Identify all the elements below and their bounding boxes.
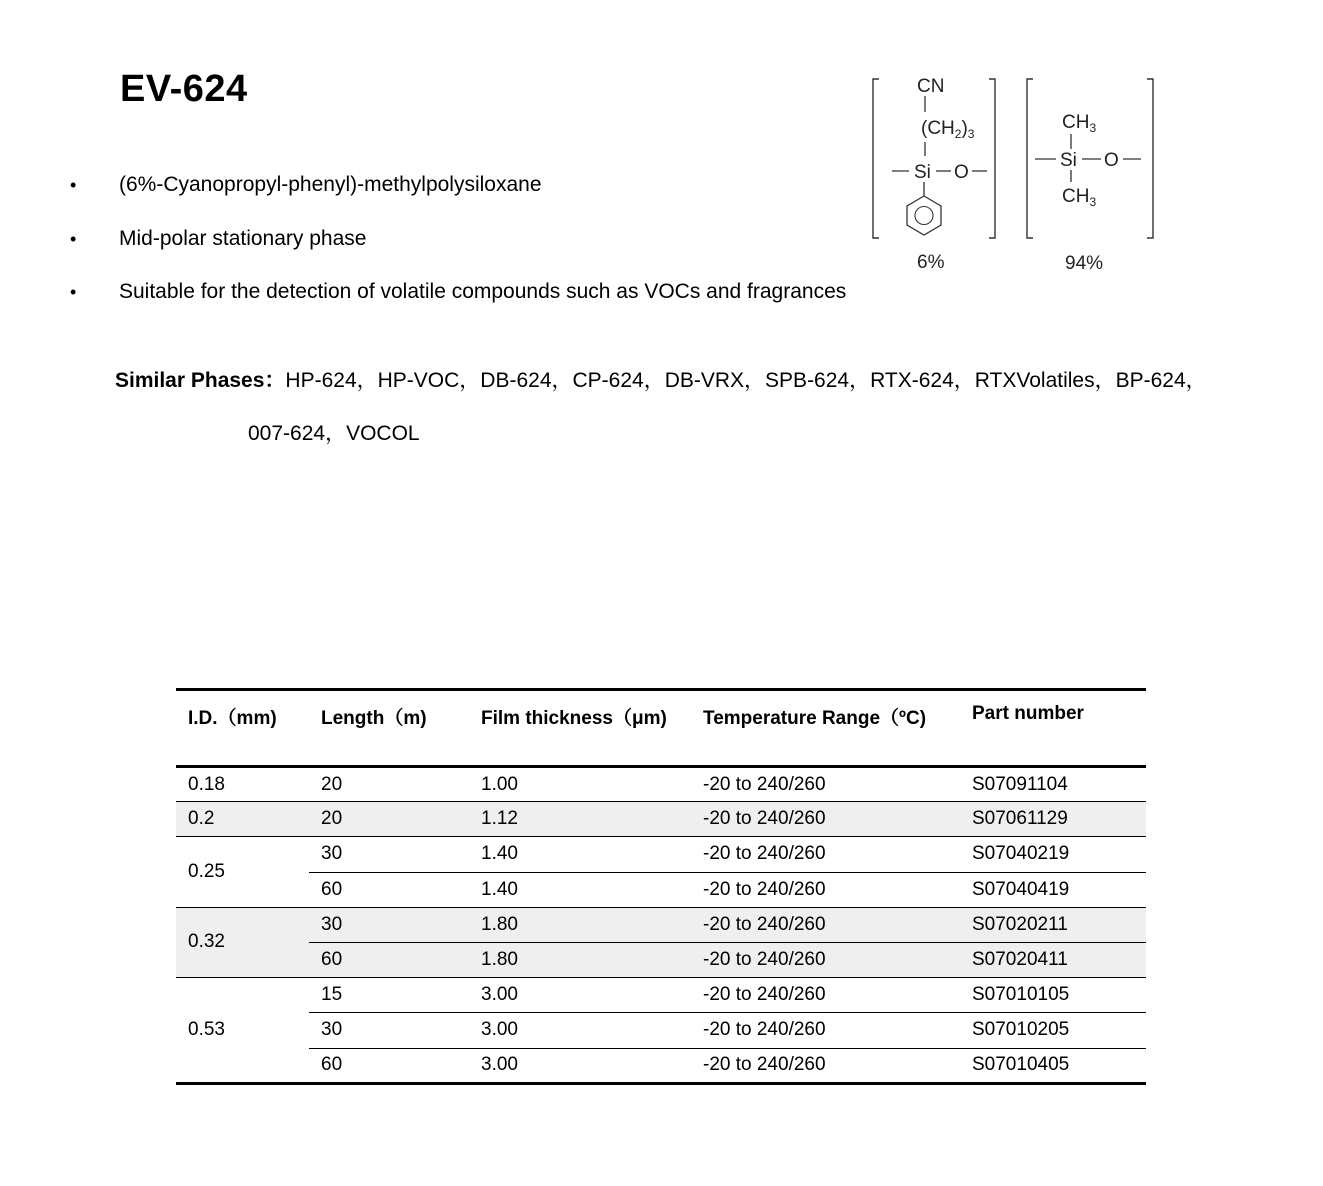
cell-length: 60 [309, 872, 469, 907]
cell-film: 1.40 [469, 837, 691, 872]
bracket-right-close [1147, 79, 1153, 238]
cell-id: 0.32 [176, 907, 309, 977]
cell-length: 30 [309, 907, 469, 942]
bracket-right-open [1027, 79, 1033, 238]
table-row [176, 802, 1146, 837]
cell-id: 0.18 [176, 767, 309, 802]
cell-id: 0.2 [176, 802, 309, 837]
right-unit-percent: 94% [1065, 253, 1104, 274]
bullet-icon: • [70, 175, 77, 195]
ch3-top-group: $CH_3$ [1062, 112, 1097, 135]
list-item-text: Suitable for the detection of volatile compounds such as VOCs and fragrances [119, 280, 847, 303]
cell-length: 30 [309, 837, 469, 872]
cell-film: 1.00 [469, 767, 691, 802]
table-row [176, 1048, 1146, 1083]
cell-length: 20 [309, 802, 469, 837]
bracket-left-close [989, 79, 995, 238]
ch3-bottom-group: $CH_3$ [1062, 186, 1097, 209]
cell-part: S07020411 [960, 942, 1146, 977]
oxygen-atom-label: O [954, 162, 969, 183]
table-row [176, 907, 1146, 942]
page-title: EV-624 [120, 68, 248, 110]
cell-temp: -20 to 240/260 [691, 1048, 960, 1083]
table-row [176, 1013, 1146, 1048]
cell-temp: -20 to 240/260 [691, 837, 960, 872]
column-header-film: Film thickness（μm) [469, 690, 691, 767]
phenyl-ring-icon [907, 196, 941, 235]
list-item-text: Mid-polar stationary phase [119, 226, 367, 250]
cell-temp: -20 to 240/260 [691, 872, 960, 907]
chemical-structure-diagram [865, 70, 1165, 280]
bullet-icon: • [70, 282, 77, 302]
cell-temp: -20 to 240/260 [691, 767, 960, 802]
table-row [176, 837, 1146, 872]
column-header-temp: Temperature Range（ºC) [691, 690, 960, 767]
cell-film: 3.00 [469, 1048, 691, 1083]
cell-part: S07010205 [960, 1013, 1146, 1048]
si-atom-label: Si [914, 162, 931, 183]
column-header-part: Part number [960, 690, 1146, 767]
cell-film: 1.40 [469, 872, 691, 907]
cell-id: 0.53 [176, 978, 309, 1084]
cell-temp: -20 to 240/260 [691, 978, 960, 1013]
table-row [176, 767, 1146, 802]
cell-temp: -20 to 240/260 [691, 942, 960, 977]
cell-film: 3.00 [469, 978, 691, 1013]
cell-part: S07040419 [960, 872, 1146, 907]
oxygen-atom-label: O [1104, 150, 1119, 171]
cell-id: 0.25 [176, 837, 309, 907]
cell-temp: -20 to 240/260 [691, 1013, 960, 1048]
bracket-left-open [873, 79, 879, 238]
similar-phases-line1 [115, 366, 1207, 396]
bullet-icon: • [70, 228, 77, 249]
similar-phases-label: Similar Phases： [115, 369, 286, 392]
specification-table [176, 688, 1146, 1085]
similar-phases-line2: 007-624，VOCOL [248, 422, 420, 445]
cell-part: S07010105 [960, 978, 1146, 1013]
table-row [176, 872, 1146, 907]
cell-film: 3.00 [469, 1013, 691, 1048]
cell-length: 30 [309, 1013, 469, 1048]
column-header-id: I.D.（mm) [176, 690, 309, 767]
ch2-group: $(CH_2)_3$ [921, 118, 975, 141]
table-row [176, 942, 1146, 977]
cell-length: 60 [309, 1048, 469, 1083]
cell-film: 1.12 [469, 802, 691, 837]
cell-part: S07061129 [960, 802, 1146, 837]
phenyl-ring-inner [915, 207, 933, 225]
cell-length: 60 [309, 942, 469, 977]
cell-part: S07020211 [960, 907, 1146, 942]
list-item-text: (6%-Cyanopropyl-phenyl)-methylpolysiloxane [119, 173, 542, 196]
cn-label: CN [917, 76, 945, 97]
table-header-row [176, 690, 1146, 767]
cell-part: S07040219 [960, 837, 1146, 872]
column-header-length: Length（m) [309, 690, 469, 767]
cell-length: 15 [309, 978, 469, 1013]
cell-length: 20 [309, 767, 469, 802]
similar-phases-list: HP-624，HP-VOC，DB-624，CP-624，DB-VRX，SPB-624，RTX-624，RTXVolatiles，BP-624， [285, 369, 1207, 392]
si-atom-label: Si [1060, 150, 1077, 171]
cell-temp: -20 to 240/260 [691, 907, 960, 942]
cell-part: S07091104 [960, 767, 1146, 802]
cell-film: 1.80 [469, 907, 691, 942]
left-unit-percent: 6% [917, 252, 945, 273]
table-row [176, 978, 1146, 1013]
cell-temp: -20 to 240/260 [691, 802, 960, 837]
cell-part: S07010405 [960, 1048, 1146, 1083]
cell-film: 1.80 [469, 942, 691, 977]
